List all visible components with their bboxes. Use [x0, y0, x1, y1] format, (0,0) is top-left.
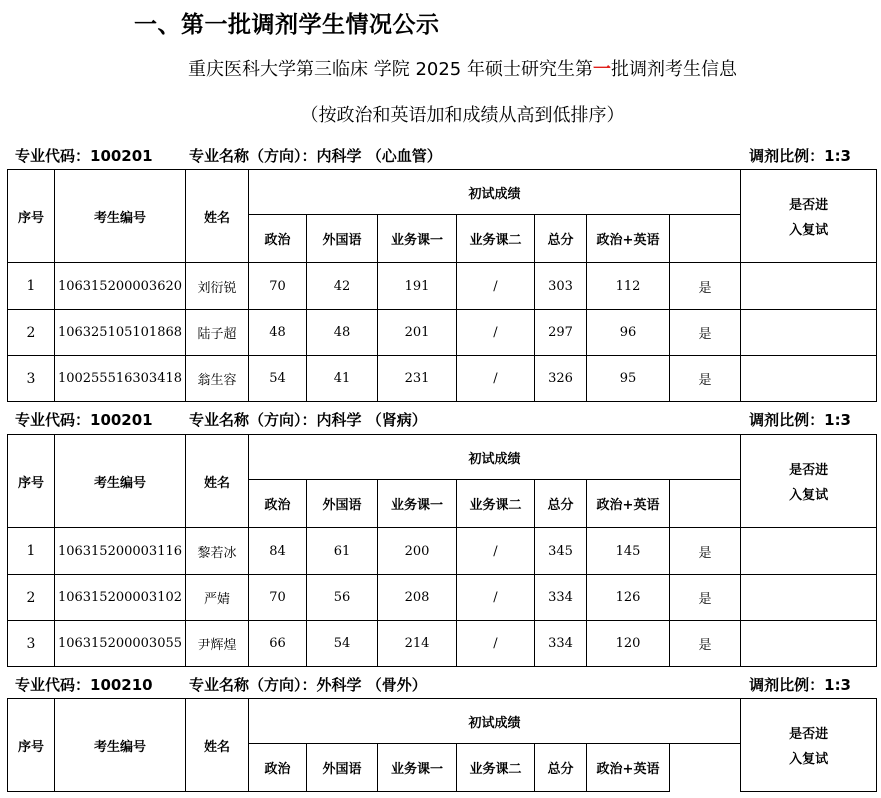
col-course2: 业务课二 — [457, 480, 535, 528]
col-retest: 是否进 入复试 — [741, 699, 877, 792]
cell-course1: 231 — [378, 356, 457, 402]
col-politics: 政治 — [249, 215, 307, 263]
col-exam-no: 考生编号 — [55, 435, 186, 528]
cell-total: 326 — [535, 356, 587, 402]
ratio: 调剂比例：1:3 — [749, 676, 851, 694]
cell-index: 2 — [8, 310, 55, 356]
cell-exam-no: 106315200003116 — [55, 528, 186, 575]
cell-foreign: 54 — [307, 621, 378, 667]
cell-name: 陆子超 — [186, 310, 249, 356]
cell-index: 2 — [8, 575, 55, 621]
cell-retest: 是 — [670, 528, 741, 575]
cell-politics: 70 — [249, 263, 307, 310]
cell-total: 334 — [535, 621, 587, 667]
cell-course1: 191 — [378, 263, 457, 310]
score-table — [7, 698, 877, 792]
major-code: 专业代码：100210 — [15, 676, 153, 694]
major-name: 专业名称（方向）：外科学 （骨外） — [189, 676, 427, 694]
col-total: 总分 — [535, 480, 587, 528]
title-before: 重庆医科大学第三临床 学院 2025 年硕士研究生第 — [188, 59, 593, 80]
cell-name: 黎若冰 — [186, 528, 249, 575]
col-name: 姓名 — [186, 699, 249, 792]
cell-course2: / — [457, 575, 535, 621]
col-total: 总分 — [535, 215, 587, 263]
col-exam-no: 考生编号 — [55, 170, 186, 263]
col-name: 姓名 — [186, 170, 249, 263]
title-after: 批调剂考生信息 — [610, 59, 737, 80]
cell-total: 345 — [535, 528, 587, 575]
page-heading: 一、第一批调剂学生情况公示 — [134, 12, 440, 38]
cell-remark — [741, 356, 877, 402]
cell-politics: 84 — [249, 528, 307, 575]
col-politics: 政治 — [249, 480, 307, 528]
cell-foreign: 61 — [307, 528, 378, 575]
cell-exam-no: 106315200003055 — [55, 621, 186, 667]
col-initial-score: 初试成绩 — [249, 699, 741, 744]
cell-politics: 66 — [249, 621, 307, 667]
cell-retest: 是 — [670, 575, 741, 621]
section-meta — [15, 145, 851, 167]
table-row — [8, 528, 877, 575]
col-index: 序号 — [8, 170, 55, 263]
cell-politics: 54 — [249, 356, 307, 402]
sort-note: （按政治和英语加和成绩从高到低排序） — [300, 105, 625, 126]
cell-politics: 48 — [249, 310, 307, 356]
cell-course1: 214 — [378, 621, 457, 667]
col-exam-no: 考生编号 — [55, 699, 186, 792]
col-politics: 政治 — [249, 744, 307, 792]
ratio: 调剂比例：1:3 — [749, 147, 851, 165]
col-course2: 业务课二 — [457, 744, 535, 792]
cell-pol-eng: 145 — [587, 528, 670, 575]
cell-retest: 是 — [670, 263, 741, 310]
cell-index: 3 — [8, 356, 55, 402]
col-retest: 是否进 入复试 — [741, 170, 877, 263]
cell-total: 297 — [535, 310, 587, 356]
ratio: 调剂比例：1:3 — [749, 411, 851, 429]
cell-exam-no: 100255516303418 — [55, 356, 186, 402]
col-index: 序号 — [8, 435, 55, 528]
cell-foreign: 42 — [307, 263, 378, 310]
document-title — [22, 55, 881, 81]
cell-pol-eng: 126 — [587, 575, 670, 621]
cell-foreign: 48 — [307, 310, 378, 356]
cell-course1: 208 — [378, 575, 457, 621]
cell-total: 303 — [535, 263, 587, 310]
cell-remark — [741, 263, 877, 310]
cell-course1: 201 — [378, 310, 457, 356]
cell-foreign: 56 — [307, 575, 378, 621]
col-foreign: 外国语 — [307, 480, 378, 528]
col-pol-eng: 政治+英语 — [587, 215, 670, 263]
table-row — [8, 621, 877, 667]
col-course1: 业务课一 — [378, 480, 457, 528]
table-row — [8, 575, 877, 621]
col-initial-score: 初试成绩 — [249, 170, 741, 215]
cell-remark — [741, 310, 877, 356]
col-course1: 业务课一 — [378, 215, 457, 263]
cell-pol-eng: 96 — [587, 310, 670, 356]
cell-course2: / — [457, 263, 535, 310]
cell-pol-eng: 112 — [587, 263, 670, 310]
cell-index: 1 — [8, 263, 55, 310]
section-meta — [15, 674, 851, 696]
cell-course2: / — [457, 310, 535, 356]
col-index: 序号 — [8, 699, 55, 792]
cell-remark — [741, 621, 877, 667]
cell-pol-eng: 120 — [587, 621, 670, 667]
cell-foreign: 41 — [307, 356, 378, 402]
cell-name: 尹辉煌 — [186, 621, 249, 667]
cell-retest: 是 — [670, 356, 741, 402]
major-name: 专业名称（方向）：内科学 （心血管） — [189, 147, 442, 165]
col-retest: 是否进 入复试 — [741, 435, 877, 528]
cell-course2: / — [457, 356, 535, 402]
score-table — [7, 434, 877, 667]
cell-retest: 是 — [670, 310, 741, 356]
cell-index: 1 — [8, 528, 55, 575]
cell-course1: 200 — [378, 528, 457, 575]
section-meta — [15, 409, 851, 431]
cell-pol-eng: 95 — [587, 356, 670, 402]
major-code: 专业代码：100201 — [15, 411, 153, 429]
col-initial-score: 初试成绩 — [249, 435, 741, 480]
cell-exam-no: 106315200003620 — [55, 263, 186, 310]
title-highlight: 一 — [592, 59, 611, 80]
cell-remark — [741, 528, 877, 575]
cell-total: 334 — [535, 575, 587, 621]
cell-course2: / — [457, 528, 535, 575]
cell-retest: 是 — [670, 621, 741, 667]
col-pol-eng: 政治+英语 — [587, 480, 670, 528]
col-course1: 业务课一 — [378, 744, 457, 792]
table-row — [8, 263, 877, 310]
cell-remark — [741, 575, 877, 621]
cell-name: 翁生容 — [186, 356, 249, 402]
major-name: 专业名称（方向）：内科学 （肾病） — [189, 411, 427, 429]
col-pol-eng: 政治+英语 — [587, 744, 670, 792]
cell-exam-no: 106325105101868 — [55, 310, 186, 356]
table-row — [8, 356, 877, 402]
col-name: 姓名 — [186, 435, 249, 528]
cell-index: 3 — [8, 621, 55, 667]
table-row — [8, 310, 877, 356]
cell-name: 严婧 — [186, 575, 249, 621]
score-table — [7, 169, 877, 402]
col-total: 总分 — [535, 744, 587, 792]
col-course2: 业务课二 — [457, 215, 535, 263]
cell-politics: 70 — [249, 575, 307, 621]
cell-course2: / — [457, 621, 535, 667]
major-code: 专业代码：100201 — [15, 147, 153, 165]
cell-exam-no: 106315200003102 — [55, 575, 186, 621]
col-foreign: 外国语 — [307, 744, 378, 792]
col-foreign: 外国语 — [307, 215, 378, 263]
cell-name: 刘衍锐 — [186, 263, 249, 310]
